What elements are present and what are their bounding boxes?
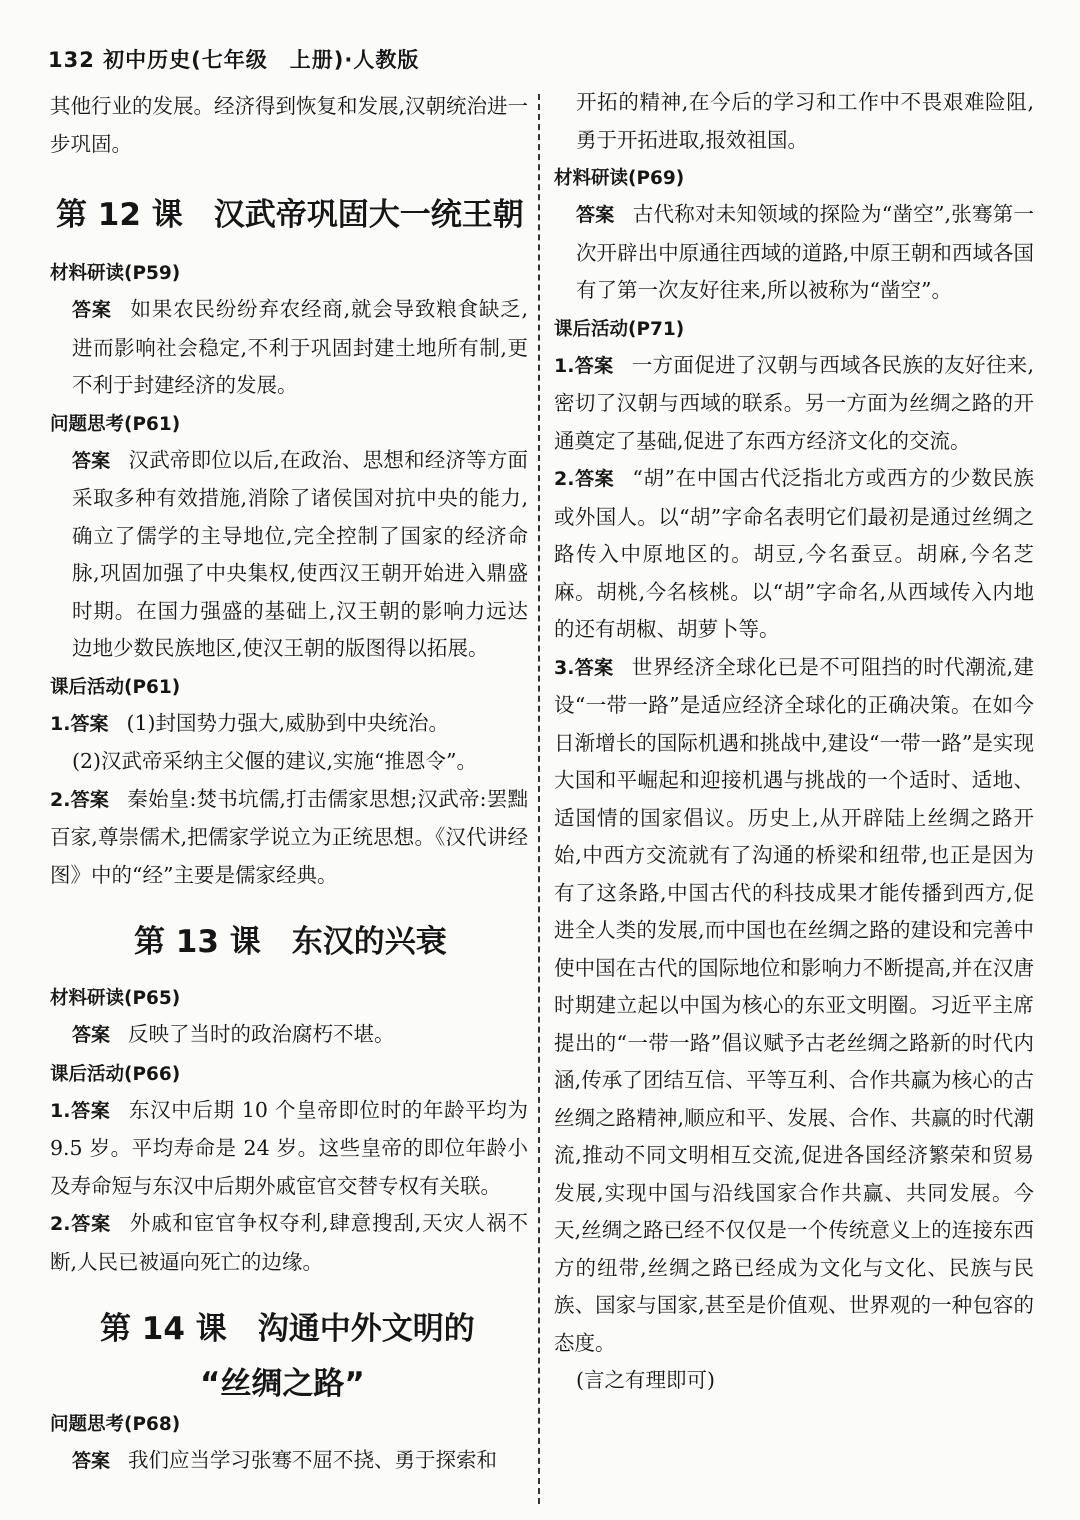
- answer-number: 2.: [50, 788, 71, 811]
- answer-label: 答案: [574, 656, 614, 679]
- answer-paragraph: [50, 1092, 528, 1206]
- section-heading: 材料研读(P59): [50, 263, 181, 284]
- continued-paragraph: 开拓的精神,在今后的学习和工作中不畏艰难险阻,勇于开拓进取,报效祖国。: [576, 90, 1034, 152]
- answer-label: 答案: [70, 1099, 111, 1122]
- answer-text: 汉武帝即位以后,在政治、思想和经济等方面采取多种有效措施,消除了诸侯国对抗中央的能力,确立了儒学的主导地位,完全控制了国家的经济命脉,巩固加强了中央集权,使西汉王朝开始进入鼎盛时期。在国力强盛的基础上,汉王朝的影响力远达边地少数民族地区,使汉王朝的版图得以拓展。: [72, 447, 528, 660]
- answer-continuation: (2)汉武帝采纳主父偃的建议,实施“推恩令”。: [72, 749, 478, 773]
- answer-label: 答案: [574, 468, 615, 490]
- answer-number: 1.: [50, 1099, 71, 1122]
- section-heading: 问题思考(P68): [50, 1414, 181, 1435]
- answer-label: 答案: [72, 1450, 111, 1472]
- answer-text: 古代称对未知领域的探险为“凿空”,张骞第一次开辟出中原通往西域的道路,中原王朝和西域各国有了第一次友好往来,所以被称为“凿空”。: [576, 202, 1034, 302]
- answer-text: 我们应当学习张骞不屈不挠、勇于探索和: [128, 1448, 498, 1472]
- answer-paragraph: [50, 781, 528, 895]
- answer-text: (1)封国势力强大,威胁到中央统治。: [126, 710, 450, 735]
- section-heading: 材料研读(P65): [50, 988, 181, 1009]
- answer-paragraph: [50, 1442, 528, 1481]
- answer-number: 1.: [50, 712, 71, 735]
- answer-number: 1.: [554, 354, 575, 377]
- answer-label: 答案: [72, 299, 112, 321]
- answer-text: 反映了当时的政治腐朽不堪。: [128, 1022, 395, 1046]
- answer-paragraph: [50, 442, 528, 668]
- answer-paragraph: [554, 649, 1034, 1363]
- answer-paragraph: [554, 196, 1034, 310]
- answer-label: 答案: [70, 788, 110, 811]
- page-header: 132 初中历史(七年级 上册)·人教版: [48, 48, 420, 72]
- answer-label: 答案: [72, 449, 111, 472]
- section-heading: 问题思考(P61): [50, 413, 181, 435]
- column-divider: [538, 94, 540, 1504]
- answer-text: “胡”在中国古代泛指北方或西方的少数民族或外国人。以“胡”字命名表明它们最初是通过丝绸之路传入中原地区的。胡豆,今名蚕豆。胡麻,今名芝麻。胡桃,今名核桃。以“胡”字命名,从西域传入内地的还有胡椒、胡萝卜等。: [554, 466, 1034, 641]
- lesson-14-title-line2: “丝绸之路”: [200, 1366, 365, 1402]
- section-heading: 课后活动(P66): [50, 1063, 181, 1085]
- section-heading: 材料研读(P69): [554, 168, 685, 189]
- answer-paragraph: [50, 705, 528, 744]
- answer-text: 如果农民纷纷弃农经商,就会导致粮食缺乏,进而影响社会稳定,不利于巩固封建土地所有制,更不利于封建经济的发展。: [72, 297, 528, 397]
- answer-label: 答案: [70, 1213, 111, 1235]
- answer-number: 2.: [50, 1213, 71, 1235]
- answer-text: 世界经济全球化已是不可阻挡的时代潮流,建设“一带一路”是适应经济全球化的正确决策。在如今日渐增长的国际机遇和挑战中,建设“一带一路”是实现大国和平崛起和迎接机遇与挑战的一个适时、适地、适国情的国家倡议。历史上,从开辟陆上丝绸之路开始,中西方交流就有了沟通的桥梁和纽带,也正是因为有了这条路,中国古代的科技成果才能传播到西方,促进全人类的发展,而中国也在丝绸之路的建设和完善中使中国在古代的国际地位和影响力不断提高,并在汉唐时期建立起以中国为核心的东亚文明圈。习近平主席提出的“一带一路”倡议赋予古老丝绸之路新的时代内涵,传承了团结互信、平等互利、合作共赢为核心的古丝绸之路精神,顺应和平、发展、合作、共赢的时代潮流,推动不同文明相互交流,促进各国经济繁荣和贸易发展,实现中国与沿线国家合作共赢、共同发展。今天,丝绸之路已经不仅仅是一个传统意义上的连接东西方的纽带,丝绸之路已经成为文化与文化、民族与民族、国家与国家,甚至是价值观、世界观的一种包容的态度。: [554, 654, 1034, 1355]
- right-column: [554, 84, 1034, 1400]
- intro-paragraph: 其他行业的发展。经济得到恢复和发展,汉朝统治进一步巩固。: [50, 94, 529, 156]
- answer-text: 秦始皇:焚书坑儒,打击儒家思想;汉武帝:罢黜百家,尊崇儒术,把儒家学说立为正统思想。《汉代讲经图》中的“经”主要是儒家经典。: [50, 786, 528, 887]
- answer-label: 答案: [576, 204, 615, 226]
- answer-text: 外戚和宦官争权夺利,肆意搜刮,天灾人祸不断,人民已被逼向死亡的边缘。: [50, 1211, 528, 1274]
- answer-number: 3.: [554, 656, 575, 679]
- answer-label: 答案: [574, 354, 614, 377]
- section-heading: 课后活动(P61): [50, 676, 181, 698]
- answer-note: (言之有理即可): [576, 1368, 715, 1392]
- answer-paragraph: [50, 1016, 528, 1055]
- lesson-12-title: 第 12 课 汉武帝巩固大一统王朝: [56, 197, 524, 233]
- section-heading: 课后活动(P71): [554, 318, 685, 340]
- answer-number: 2.: [554, 468, 575, 490]
- answer-paragraph: [50, 1205, 528, 1281]
- answer-label: 答案: [72, 1024, 111, 1046]
- answer-paragraph: [554, 460, 1034, 649]
- answer-text: 一方面促进了汉朝与西域各民族的友好往来,密切了汉朝与西域的联系。另一方面为丝绸之路的开通奠定了基础,促进了东西方经济文化的交流。: [554, 352, 1034, 453]
- answer-label: 答案: [70, 712, 109, 735]
- answer-paragraph: [50, 291, 528, 405]
- lesson-13-title: 第 13 课 东汉的兴衰: [134, 924, 447, 960]
- answer-text: 东汉中后期 10 个皇帝即位时的年龄平均为 9.5 岁。平均寿命是 24 岁。这些皇帝的即位年龄小及寿命短与东汉中后期外戚宦官交替专权有关联。: [50, 1097, 528, 1198]
- left-column: [50, 88, 528, 1481]
- answer-paragraph: [554, 347, 1034, 461]
- lesson-14-title: 第 14 课 沟通中外文明的: [100, 1311, 475, 1347]
